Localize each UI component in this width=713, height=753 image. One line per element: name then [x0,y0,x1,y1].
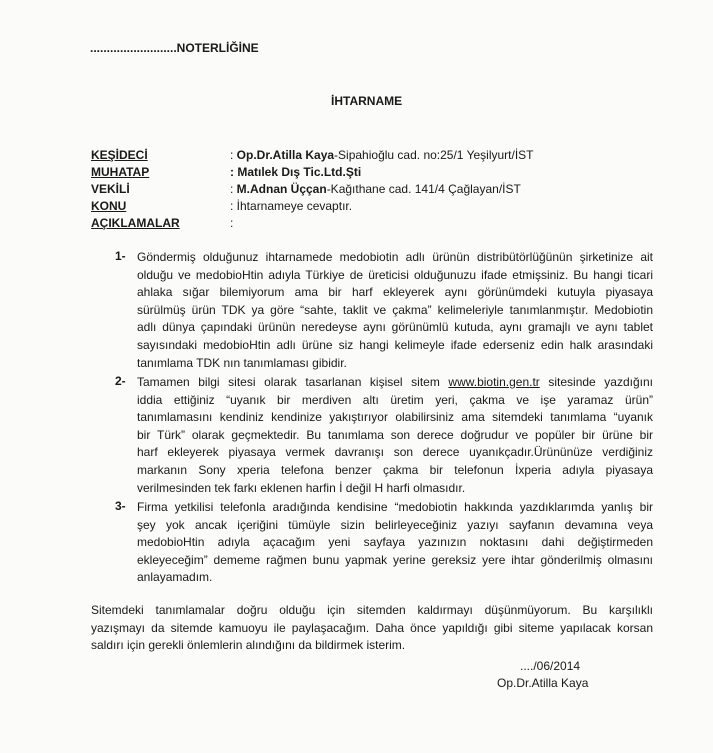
item-text [137,499,653,587]
party-label-kesideci: KEŞİDECİ [91,148,148,162]
party-value-kesideci: : Op.Dr.Atilla Kaya-Sipahioğlu cad. no:25/1 Yeşilyurt/İST [230,148,534,162]
text-line: tanımlamasını kendiniz kendinize yakıştırıyor olabilirsiniz ama sitemdeki tanımlama “uyanık [137,410,653,425]
text-line: ahlaka sığar bilemiyorum ama bir harf ekleyerek aynı görünümdeki kutuyla piyasaya [137,285,653,300]
text-line: verilmesinden tek farkı eklenen harfin İ değil H harfi olmasıdır. [137,480,466,495]
text-line: saldırı için gerekli önlemlerin alındığını da bildirmek isterim. [91,638,406,653]
signature-name: Op.Dr.Atilla Kaya [497,676,589,690]
text-line: harf ekleyerek piyasaya vermek davranışı son derece uyanıkçadır.Ürününüze verdiğiniz [137,445,653,460]
item-number: 2- [115,374,126,388]
text-line: medobioHtin adıyla açacağım yeni sayfaya yazınızın noktasını dahi değiştirmeden [137,535,653,550]
text-line: sürülmüş ürün TDK ya göre “sahte, taklit ve çakma” kelimeleriyle tanımlanmıştır. Medobiotin [137,302,653,317]
text-line: yazışmayı da sitemde kamuoyu ile paylaşacağım. Daha önce yapıldığı gibi siteme yapılacak korsan [91,620,653,635]
text-line: şey yok ancak içeriğini tümüyle sizin belirleyeceğiniz yazıyı sayfanın devamına veya [137,517,653,532]
text-line: Sitemdeki tanımlamalar doğru olduğu için sitemden kaldırmayı düşünmüyorum. Bu karşılıklı [91,603,653,617]
party-value-vekili: : M.Adnan Üççan-Kağıthane cad. 141/4 Çağlayan/İST [230,182,521,196]
text-line: Göndermiş olduğunuz ihtarnamede medobiotin adlı ürünün distribütörlüğünün şirketinize ait [137,250,653,264]
item-text [137,374,653,497]
text-line: Firma yetkilisi telefonla aradığında kendisine “medobiotin hakkında yazdıklarımda yanlış bir [137,500,653,514]
text-line: ekleyeceğim” dememe rağmen bunu yapmak yerine gereksiz yere ihtar gönderilmiş olmasını [137,552,653,567]
item-number: 3- [115,499,126,513]
text-line: iddia ettiğiniz “uyanık bir merdiven altı üretim yeri, çakma ve işe yaramaz ürün” [137,392,653,407]
notary-heading: ..........................NOTERLİĞİNE [90,41,259,55]
text-line: anlayamadım. [137,570,213,585]
text-line: markanın Sony xperia telefona benzer çakma bir telefonun İxperia adıyla piyasaya [137,462,653,477]
party-label-vekili: VEKİLİ [91,182,130,196]
signature-date: ..../06/2014 [520,659,581,673]
item-text [137,249,653,372]
item-number: 1- [115,249,126,263]
closing-paragraph [91,602,653,655]
party-value-aciklamalar: : [230,216,234,230]
text-line: sayısındaki medobioHtin adlı ürüne siz hangi kelimeyle ifade ederseniz edin halk arasındaki [137,337,653,352]
text-line: Tamamen bilgi sitesi olarak tasarlanan kişisel sitem www.biotin.gen.tr sitesinde yazdığını [137,375,653,389]
party-value-muhatap: : Matılek Dış Tic.Ltd.Şti [230,165,362,179]
party-value-konu: : İhtarnameye cevaptır. [230,199,353,213]
text-line: olduğu ve medobioHtin adıyla Türkiye de üreticisi olduğunuzu ifade etmişsiniz. Bu hangi ticari [137,267,653,282]
text-line: bir Türk” olarak geçmektedir. Bu tanımlama son derece doğrudur ve popüler bir ürüne bir [137,427,653,442]
party-label-aciklamalar: AÇIKLAMALAR [91,216,180,230]
text-line: adlı dünya çapındaki ürünün neredeyse aynı görünümlü kutuda, aynı gramajlı ve aynı tablet [137,320,653,335]
website-link[interactable]: www.biotin.gen.tr [448,375,540,389]
party-label-muhatap: MUHATAP [91,165,150,179]
document-title: İHTARNAME [331,94,403,108]
party-label-konu: KONU [91,199,127,213]
text-line: tanımlama TDK nın tanımlaması gibidir. [137,355,347,370]
